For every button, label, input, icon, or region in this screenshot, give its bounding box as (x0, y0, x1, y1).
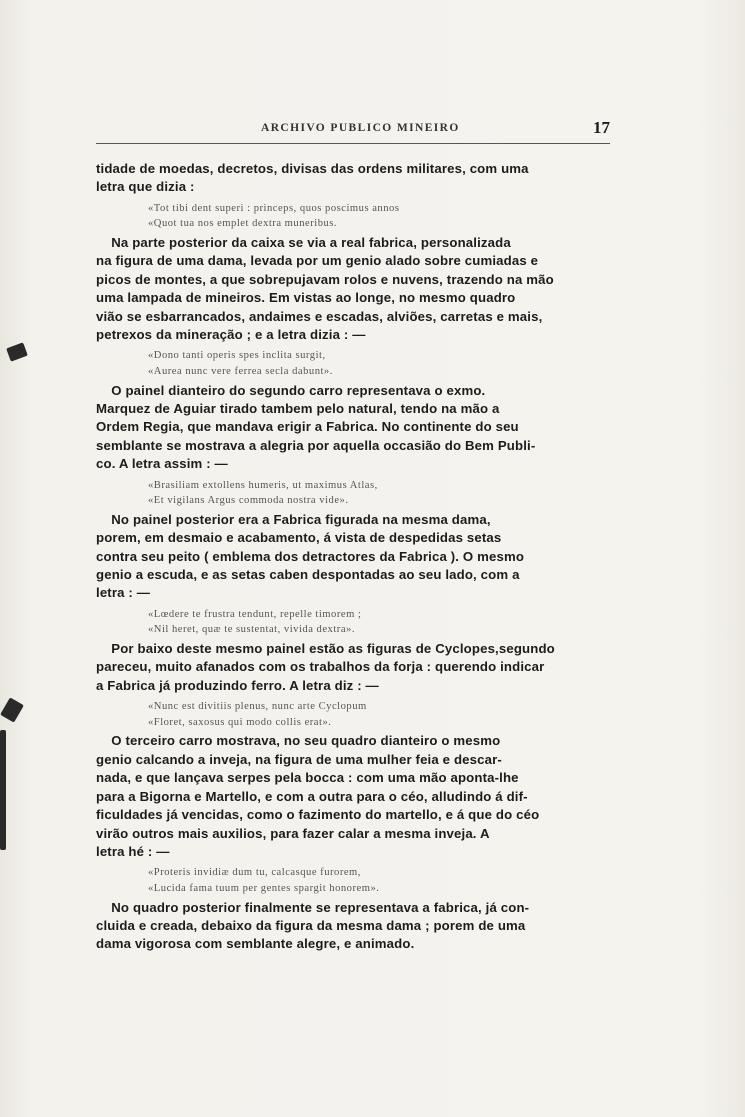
body-text (96, 160, 612, 954)
text-line: tidade de moedas, decretos, divisas das ordens militares, com uma (96, 161, 529, 176)
text-line: No quadro posterior finalmente se representava a fabrica, já con- (96, 899, 530, 915)
latin-verse-quote (148, 201, 612, 232)
paragraph (96, 511, 612, 603)
text-line: dama vigorosa com semblante alegre, e animado. (96, 936, 415, 952)
latin-verse-quote (148, 865, 612, 896)
text-line: na figura de uma dama, levada por um genio alado sobre cumiadas e (96, 253, 539, 269)
margin-ink-mark-middle (0, 697, 24, 722)
text-line: «Proteris invidiæ dum tu, calcasque furorem, (148, 867, 361, 879)
text-line: «Et vigilans Argus commoda nostra vide». (148, 495, 349, 507)
text-line: pareceu, muito afanados com os trabalhos da forja : querendo indicar (96, 659, 545, 675)
latin-verse-quote (148, 607, 612, 638)
text-line: genio a escuda, e as setas caben despontadas ao seu lado, com a (96, 567, 520, 583)
text-line: petrexos da mineração ; e a letra dizia : — (96, 327, 366, 343)
text-line: co. A letra assim : — (96, 456, 228, 472)
text-line: vião se esbarrancados, andaimes e escadas, alviões, carretas e mais, (96, 308, 543, 324)
text-line: «Tot tibi dent superi : princeps, quos poscimus annos (148, 202, 400, 214)
text-line: «Lœdere te frustra tendunt, repelle timorem ; (148, 608, 362, 620)
paragraph (96, 160, 612, 197)
paragraph (96, 899, 612, 954)
margin-ink-mark-top (6, 342, 28, 361)
text-line: letra hé : — (96, 843, 170, 859)
text-line: Ordem Regia, que mandava erigir a Fabrica. No continente do seu (96, 419, 519, 435)
text-line: uma lampada de mineiros. Em vistas ao longe, no mesmo quadro (96, 290, 516, 306)
paragraph (96, 234, 612, 344)
text-line: «Lucida fama tuum per gentes spargit honorem». (148, 882, 380, 894)
latin-verse-quote (148, 348, 612, 379)
paragraph (96, 732, 612, 861)
margin-ink-mark-bottom (0, 730, 6, 850)
text-line: ficuldades já vencidas, como o fazimento do martello, e á que do céo (96, 807, 540, 823)
text-line: «Brasiliam extollens humeris, ut maximus Atlas, (148, 479, 378, 491)
text-line: picos de montes, a que sobrepujavam rolos e nuvens, trazendo na mão (96, 271, 554, 287)
paragraph (96, 382, 612, 474)
text-line: «Quot tua nos emplet dextra muneribus. (148, 218, 338, 230)
text-line: genio calcando a inveja, na figura de uma mulher feia e descar- (96, 751, 502, 767)
text-line: a Fabrica já produzindo ferro. A letra diz : — (96, 677, 379, 693)
text-line: nada, e que lançava serpes pela bocca : com uma mão aponta-lhe (96, 770, 519, 786)
text-line: Marquez de Aguiar tirado tambem pelo natural, tendo na mão a (96, 401, 500, 417)
text-line: Por baixo deste mesmo painel estão as figuras de Cyclopes,segundo (96, 641, 555, 657)
header-rule (96, 143, 610, 144)
text-line: para a Bigorna e Martello, e com a outra para o céo, alludindo á dif- (96, 788, 528, 804)
latin-verse-quote (148, 478, 612, 509)
text-line: letra : — (96, 585, 151, 601)
text-line: semblante se mostrava a alegria por aquella occasião do Bem Publi- (96, 437, 536, 453)
text-line: O painel dianteiro do segundo carro representava o exmo. (96, 382, 486, 398)
text-line: virão outros mais auxilios, para fazer calar a mesma inveja. A (96, 825, 490, 841)
text-line: «Dono tanti operis spes inclita surgit, (148, 350, 326, 362)
running-title: ARCHIVO PUBLICO MINEIRO (261, 122, 460, 134)
text-line: «Floret, saxosus qui modo collis erat». (148, 716, 332, 728)
text-line: «Nunc est divitiis plenus, nunc arte Cyclopum (148, 701, 367, 713)
text-line: letra que dizia : (96, 179, 195, 195)
text-line: Na parte posterior da caixa se via a real fabrica, personalizada (96, 235, 511, 250)
text-line: porem, em desmaio e acabamento, á vista de despedidas setas (96, 530, 502, 546)
text-line: «Nil heret, quæ te sustentat, vivida dextra». (148, 624, 355, 636)
text-line: contra seu peito ( emblema dos detractores da Fabrica ). O mesmo (96, 548, 525, 564)
text-line: cluida e creada, debaixo da figura da mesma dama ; porem de uma (96, 917, 526, 933)
paragraph (96, 640, 612, 695)
text-line: No painel posterior era a Fabrica figurada na mesma dama, (96, 511, 491, 527)
text-line: «Aurea nunc vere ferrea secla dabunt». (148, 366, 333, 378)
page-number: 17 (593, 118, 610, 137)
text-line: O terceiro carro mostrava, no seu quadro dianteiro o mesmo (96, 733, 501, 749)
latin-verse-quote (148, 699, 612, 730)
page-header (96, 118, 612, 142)
